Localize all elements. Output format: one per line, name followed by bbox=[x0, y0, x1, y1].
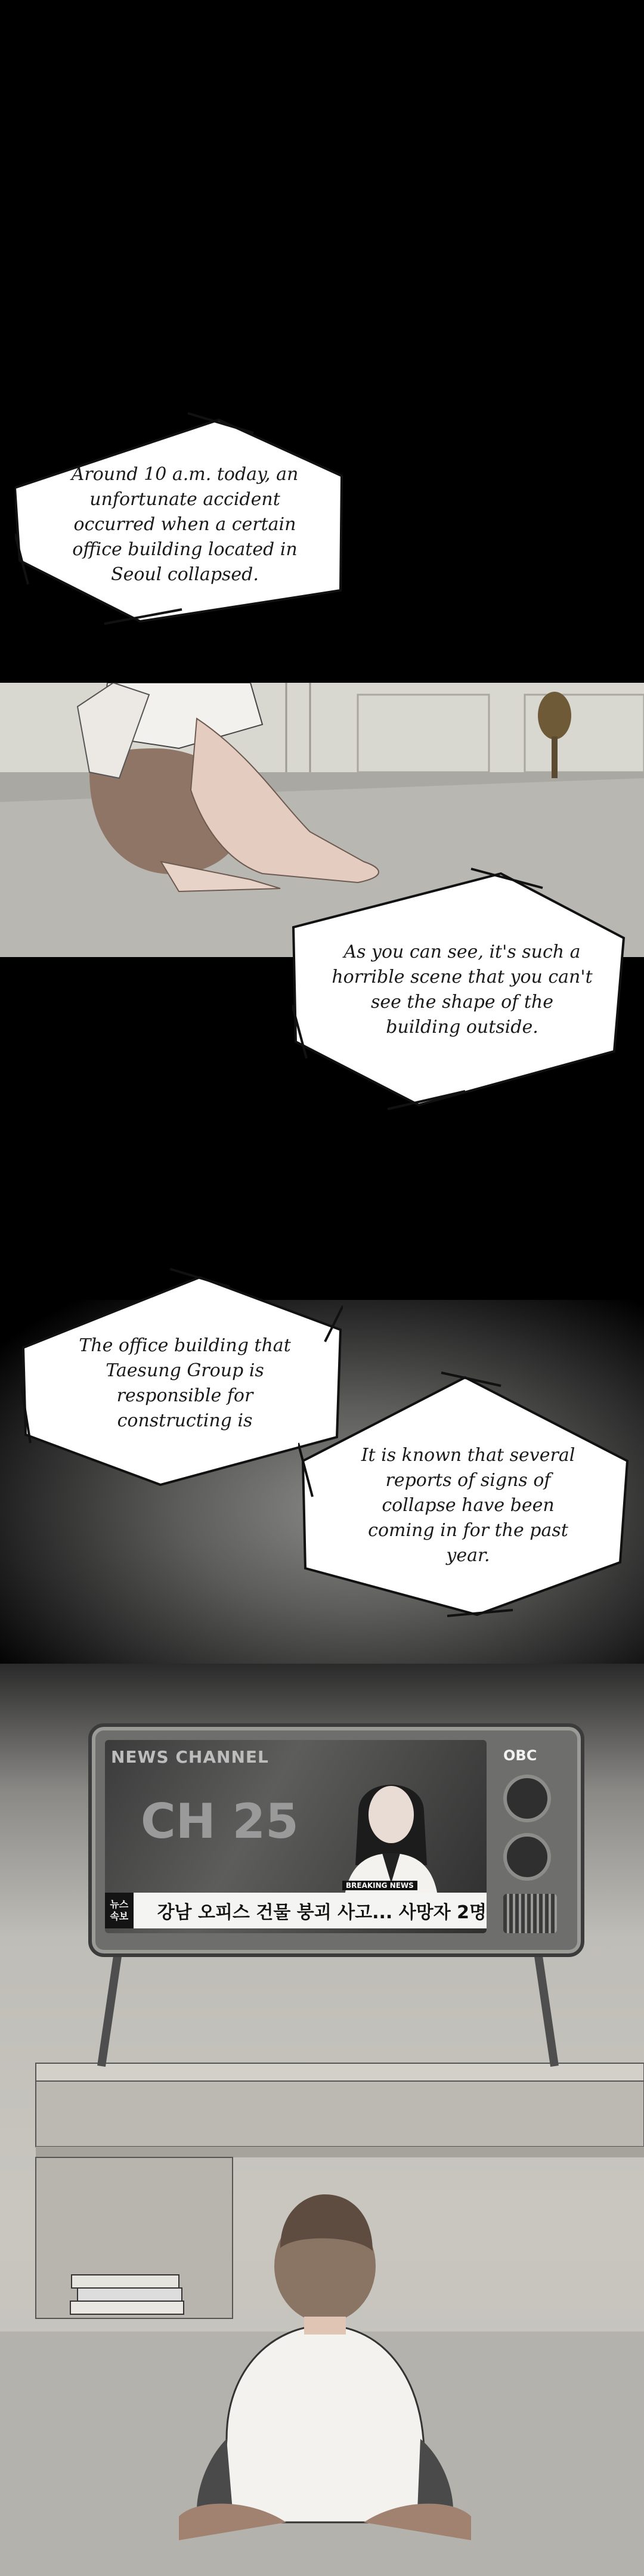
television bbox=[88, 1723, 584, 1957]
channel-number: CH 25 bbox=[141, 1794, 299, 1849]
ticker-tag-top: 뉴스 bbox=[110, 1899, 129, 1910]
caption-box-1 bbox=[15, 411, 343, 626]
tv-speaker-grille bbox=[503, 1894, 557, 1933]
ticker-headline: 강남 오피스 건물 붕괴 사고... 사망자 2명 bbox=[157, 1902, 487, 1923]
caption-box-2 bbox=[292, 868, 626, 1112]
news-anchor bbox=[326, 1764, 457, 1913]
caption-text-3: The office building that Taesung Group is responsible for constructing is bbox=[79, 1335, 291, 1431]
news-ticker bbox=[105, 1893, 487, 1928]
breaking-news-label: BREAKING NEWS bbox=[342, 1881, 417, 1890]
tv-dial-top bbox=[503, 1775, 551, 1822]
tv-logo: OBC bbox=[503, 1747, 537, 1764]
caption-text-4: It is known that several reports of signs of collapse have been coming in for the past year. bbox=[361, 1445, 575, 1566]
caption-box-4 bbox=[298, 1371, 632, 1622]
news-channel-banner: NEWS CHANNEL bbox=[111, 1747, 269, 1767]
ticker-tag bbox=[105, 1893, 134, 1928]
tv-dial-bottom bbox=[503, 1833, 551, 1881]
caption-box-3 bbox=[21, 1264, 343, 1491]
ticker-tag-bottom: 속보 bbox=[110, 1911, 129, 1922]
tv-screen bbox=[105, 1740, 487, 1933]
caption-text-2: As you can see, it's such a horrible scene that you can't see the shape of the building outside. bbox=[332, 942, 593, 1038]
panel-tv-room bbox=[0, 1664, 644, 2576]
caption-text-1: Around 10 a.m. today, an unfortunate accident occurred when a certain office building located in Seoul collapsed. bbox=[71, 464, 299, 585]
